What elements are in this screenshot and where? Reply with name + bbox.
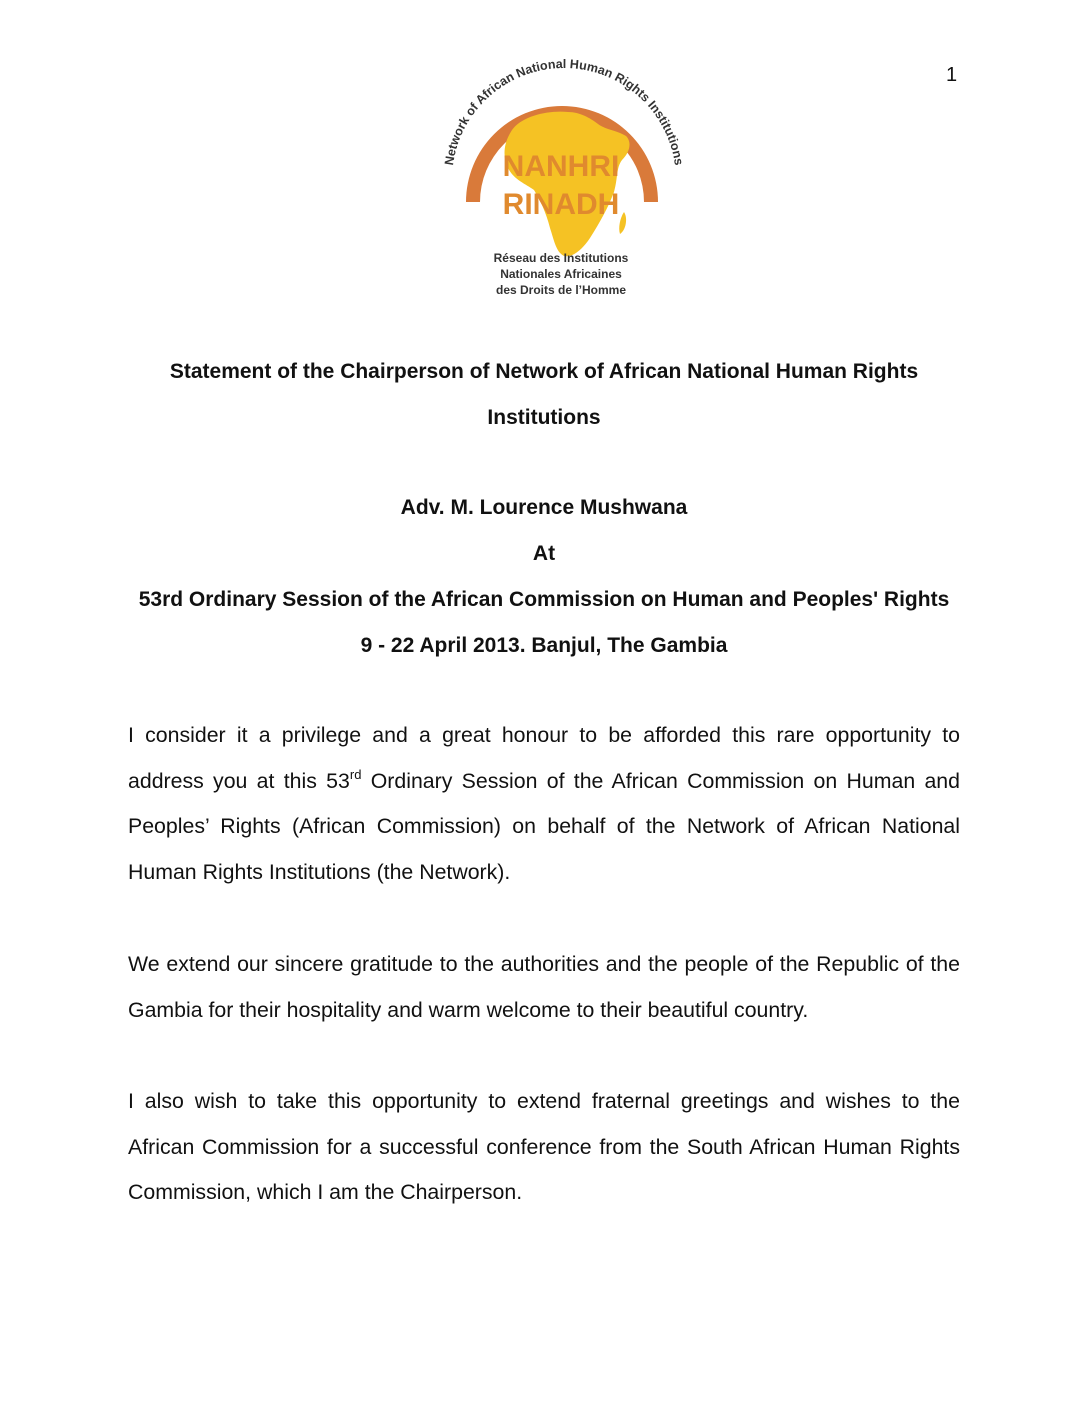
session-dates: 9 - 22 April 2013. Banjul, The Gambia (360, 634, 728, 657)
logo-subtitle-2: Nationales Africaines (500, 267, 622, 281)
session-title: 53rd Ordinary Session of the African Commission on Human and Peoples' Rights (138, 588, 950, 611)
nanhri-logo (430, 52, 692, 302)
paragraph-1-start: I consider it a privilege and a great honour to be afforded this rare opportunity to address you at this 53 (128, 723, 960, 793)
logo-name-fr: RINADH (502, 188, 620, 221)
at-label: At (532, 542, 556, 565)
statement-title-line2: Institutions (487, 406, 601, 429)
logo-name-en: NANHRI (502, 150, 620, 183)
logo-subtitle-1: Réseau des Institutions (493, 251, 629, 265)
logo-subtitle-3: des Droits de l’Homme (495, 283, 627, 297)
page-number: 1 (946, 64, 958, 86)
paragraph-1 (128, 713, 960, 895)
statement-title-line1: Statement of the Chairperson of Network of African National Human Rights (169, 360, 919, 383)
africa-map-icon (502, 112, 630, 257)
paragraph-1-end: Ordinary Session of the African Commission on Human and Peoples’ Rights (African Commission) on behalf of the Network of African National Human Rights Institutions (the Network). (128, 768, 960, 884)
paragraph-2: We extend our sincere gratitude to the authorities and the people of the Republic of the Gambia for their hospitality and warm welcome to their beautiful country. (128, 952, 960, 1022)
paragraph-3: I also wish to take this opportunity to extend fraternal greetings and wishes to the African Commission for a successful conference from the South African Human Rights Commission, which I am the Chairperson. (128, 1089, 960, 1205)
speaker-name: Adv. M. Lourence Mushwana (400, 496, 688, 519)
logo-arc-text: Network of African National Human Rights Institutions (441, 56, 687, 167)
ordinal-suffix: rd (349, 766, 362, 782)
